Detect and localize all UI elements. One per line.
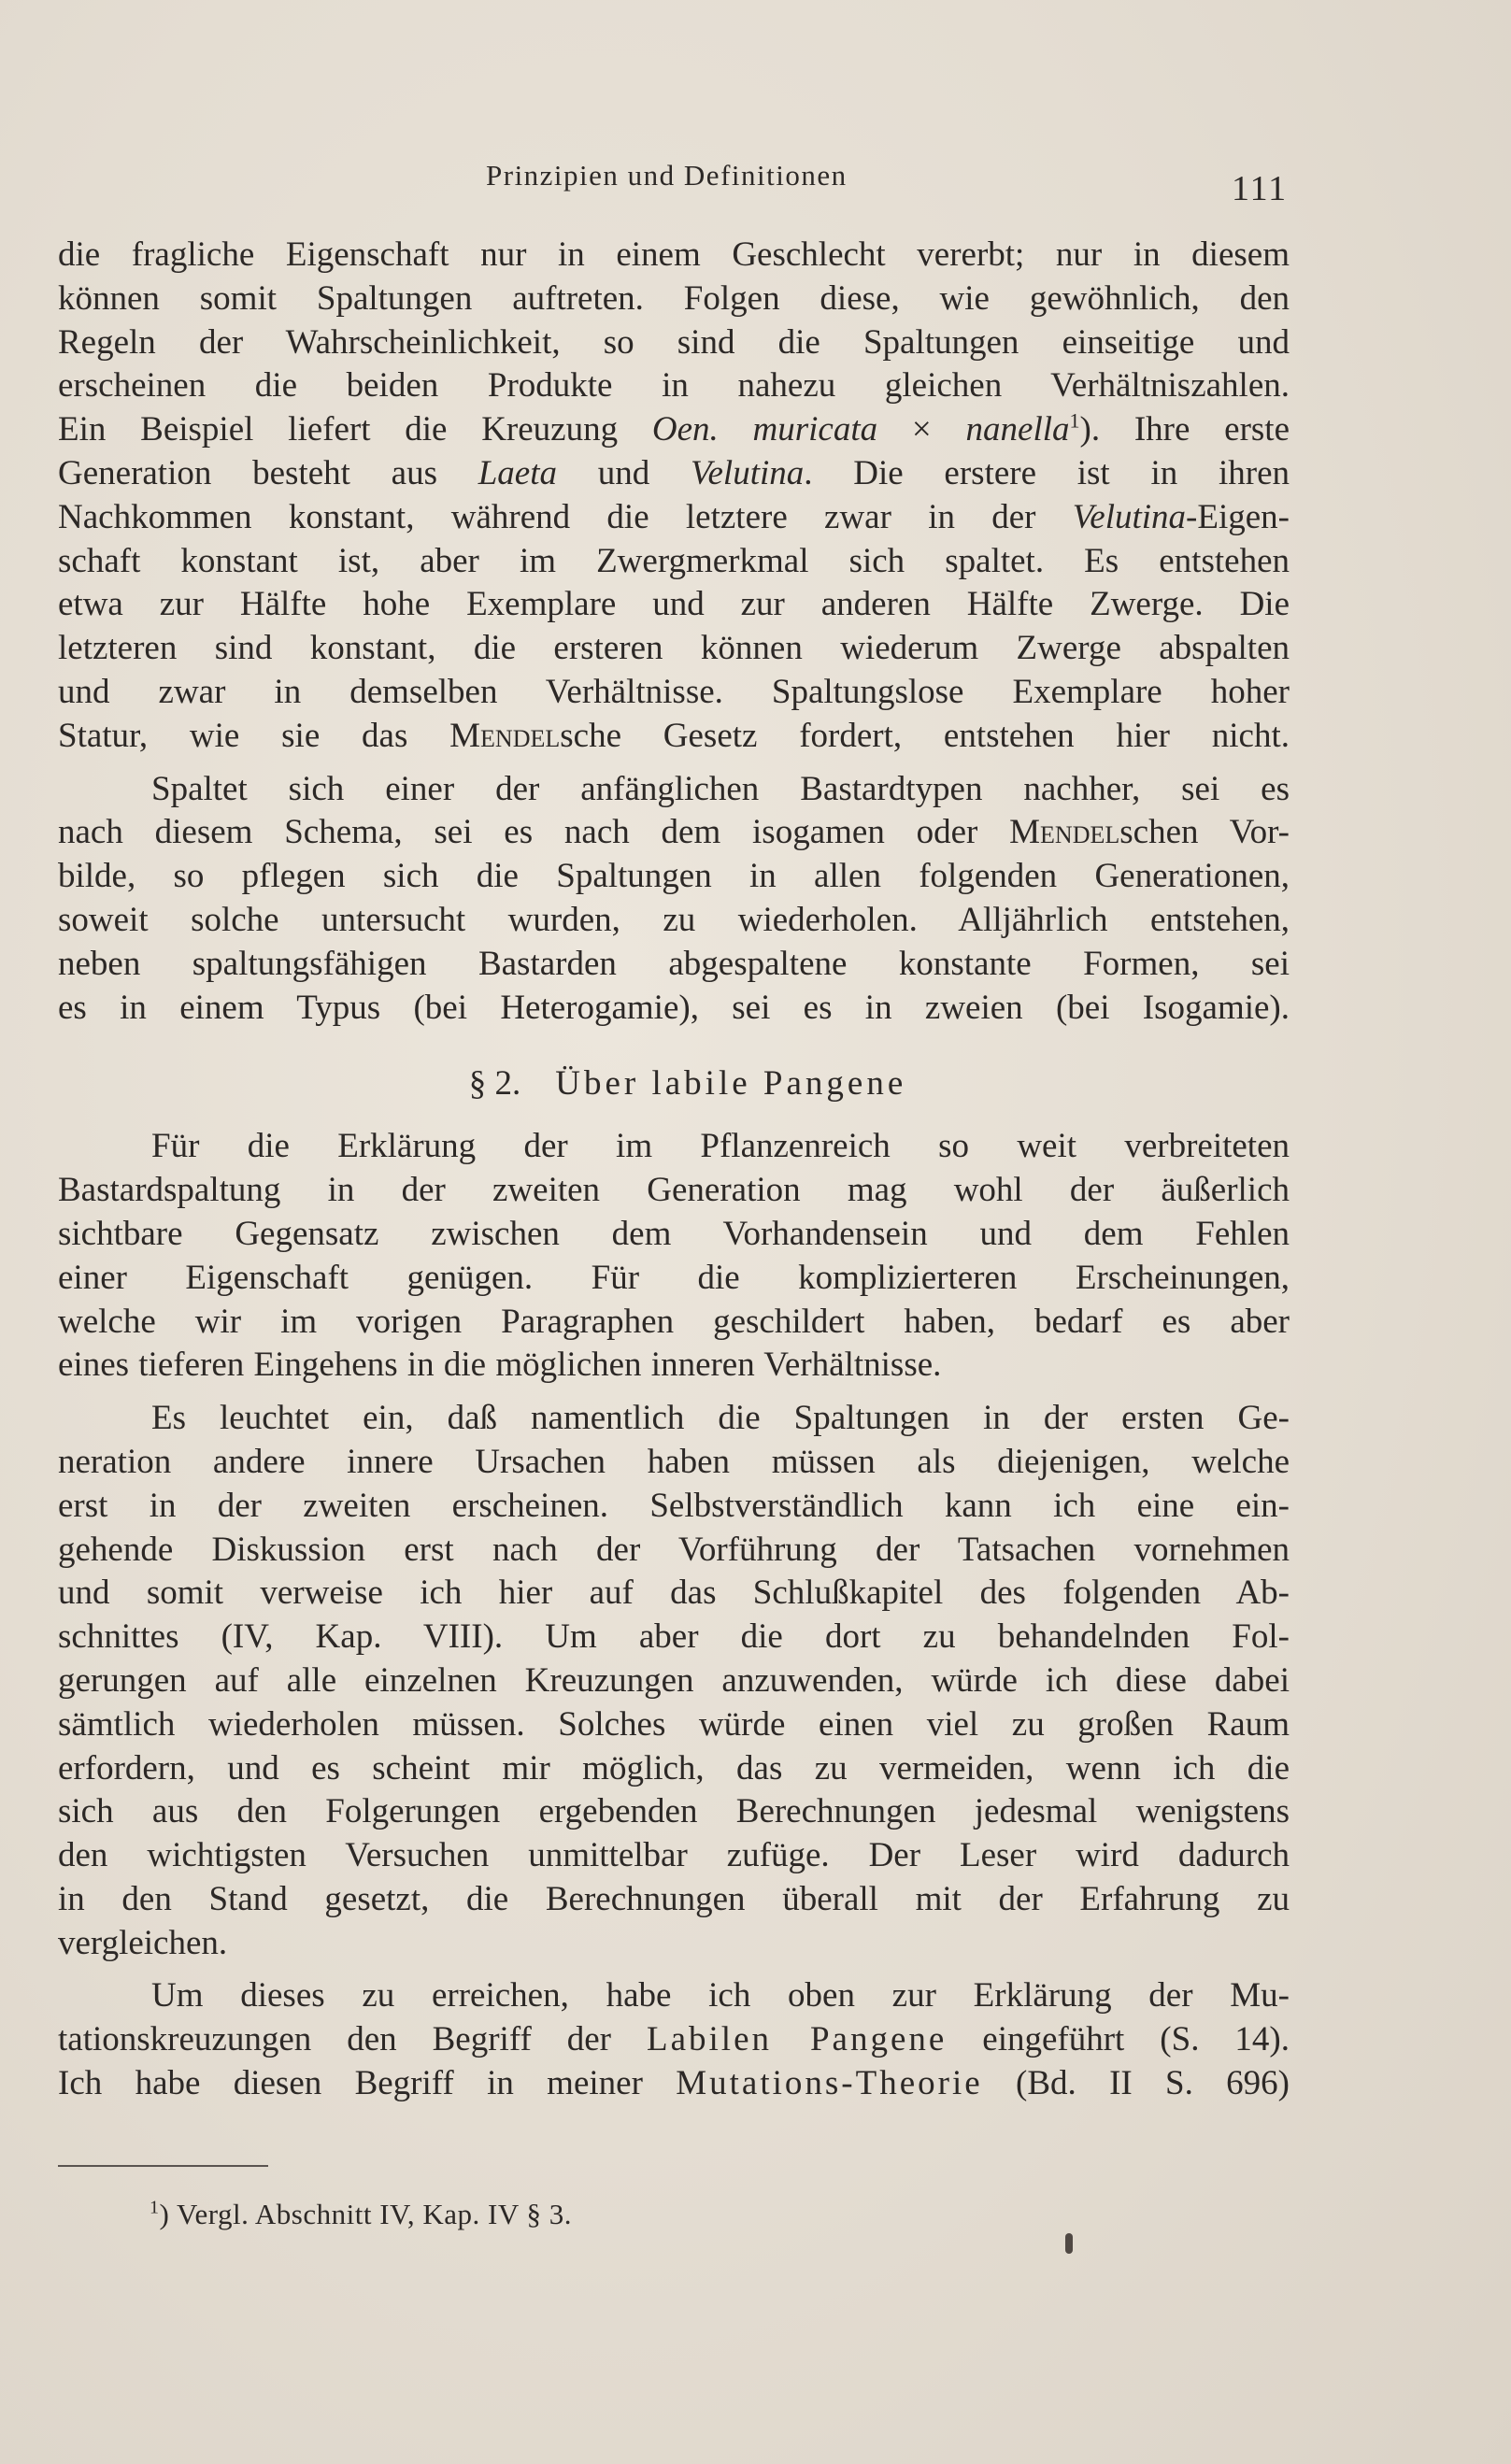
term-emphasis: Labilen Pangene (646, 2020, 948, 2059)
book-title: Mutations-Theorie (676, 2064, 983, 2103)
species-name: Oen. muricata (651, 410, 878, 449)
text-line: welche wir im vorigen Paragraphen geschildert haben, bedarf es aber (58, 1302, 1290, 1341)
section-heading (58, 1061, 1290, 1106)
text-line: gehende Diskussion erst nach der Vorführung der Tatsachen vornehmen (58, 1530, 1290, 1569)
text-line: Um dieses zu erreichen, habe ich oben zur Erklärung der Mu- (151, 1976, 1290, 2015)
text-span: Generation besteht aus (58, 453, 478, 492)
running-title: Prinzipien und Definitionen (486, 159, 848, 192)
text-span: und (557, 453, 691, 492)
text-line: soweit solche untersucht wurden, zu wiederholen. Alljährlich entstehen, (58, 900, 1290, 939)
text-span: . Die erstere ist in ihren (804, 453, 1290, 492)
body-text (58, 234, 1290, 2106)
text-line: schaft konstant ist, aber im Zwergmerkmal sich spaltet. Es entstehen (58, 541, 1290, 580)
text-line: etwa zur Hälfte hohe Exemplare und zur anderen Hälfte Zwerge. Die (58, 585, 1290, 624)
paragraph-2 (58, 768, 1290, 1031)
text-line: erscheinen die beiden Produkte in nahezu gleichen Verhältniszahlen. (58, 366, 1290, 406)
text-span: Statur, wie sie das (58, 716, 450, 755)
text-line: schnittes (IV, Kap. VIII). Um aber die dort zu behandelnden Fol- (58, 1617, 1290, 1657)
footnote-divider (58, 2165, 268, 2167)
text-line: können somit Spaltungen auftreten. Folgen diese, wie gewöhnlich, den (58, 278, 1290, 318)
text-line (58, 452, 1290, 496)
text-span: Ich habe diesen Begriff in meiner (58, 2064, 677, 2103)
text-span: sche Gesetz fordert, entstehen hier nicht. (560, 716, 1290, 755)
text-line: sichtbare Gegensatz zwischen dem Vorhandensein und dem Fehlen (58, 1214, 1290, 1253)
text-span: eingeführt (S. 14). (947, 2020, 1290, 2059)
text-line: in den Stand gesetzt, die Berechnungen überall mit der Erfahrung zu (58, 1879, 1290, 1918)
text-span: ). Ihre erste (1079, 410, 1290, 449)
text-line: und zwar in demselben Verhältnisse. Spaltungslose Exemplare hoher (58, 672, 1290, 711)
text-line: vergleichen. (58, 1923, 228, 1962)
paragraph-3 (58, 1125, 1290, 1388)
text-span: -Eigen- (1186, 497, 1290, 536)
text-line: Regeln der Wahrscheinlichkeit, so sind die Spaltungen einseitige und (58, 322, 1290, 362)
text-line: und somit verweise ich hier auf das Schlußkapitel des folgenden Ab- (58, 1574, 1290, 1613)
footnote (150, 2198, 572, 2231)
text-line: neben spaltungsfähigen Bastarden abgespaltene konstante Formen, sei (58, 944, 1290, 983)
text-span: nach diesem Schema, sei es nach dem isogamen oder (58, 813, 1010, 852)
text-line (58, 811, 1290, 855)
ink-blot (1065, 2233, 1073, 2254)
text-line: erfordern, und es scheint mir möglich, das zu vermeiden, wenn ich die (58, 1748, 1290, 1787)
text-line: Für die Erklärung der im Pflanzenreich so weit verbreiteten (151, 1127, 1290, 1166)
text-span: Ein Beispiel liefert die Kreuzung (58, 410, 652, 449)
text-line: letzteren sind konstant, die ersteren können wiederum Zwerge abspalten (58, 629, 1290, 668)
text-span: Nachkommen konstant, während die letztere zwar in der (58, 497, 1073, 536)
species-name: nanella (965, 410, 1070, 449)
text-line: den wichtigsten Versuchen unmittelbar zufüge. Der Leser wird dadurch (58, 1836, 1290, 1875)
footnote-text: ) Vergl. Abschnitt IV, Kap. IV § 3. (159, 2198, 572, 2230)
text-span: schen Vor- (1119, 813, 1290, 852)
text-line: erst in der zweiten erscheinen. Selbstverständlich kann ich eine ein- (58, 1486, 1290, 1525)
text-span: tationskreuzungen den Begriff der (58, 2020, 647, 2059)
text-line: einer Eigenschaft genügen. Für die komplizierteren Erscheinungen, (58, 1258, 1290, 1297)
text-line (58, 2062, 1290, 2106)
page-number: 111 (1232, 169, 1289, 208)
paragraph-1 (58, 234, 1290, 759)
text-line: eines tieferen Eingehens in die möglichen inneren Verhältnisse. (58, 1346, 942, 1385)
author-name: Mendel (1009, 813, 1120, 852)
text-line: sämtlich wiederholen müssen. Solches würde einen viel zu großen Raum (58, 1704, 1290, 1744)
text-line: es in einem Typus (bei Heterogamie), sei es in zweien (bei Isogamie). (58, 988, 1290, 1027)
text-line: Es leuchtet ein, daß namentlich die Spaltungen in der ersten Ge- (151, 1399, 1290, 1438)
text-line: Bastardspaltung in der zweiten Generation mag wohl der äußerlich (58, 1171, 1290, 1210)
text-line (58, 408, 1290, 452)
form-name: Laeta (478, 453, 558, 492)
text-line (58, 2018, 1290, 2062)
text-line: gerungen auf alle einzelnen Kreuzungen anzuwenden, würde ich diese dabei (58, 1660, 1290, 1700)
text-line: Spaltet sich einer der anfänglichen Bastardtypen nachher, sei es (151, 769, 1290, 808)
footnote-marker: 1 (150, 2197, 160, 2218)
text-line (58, 715, 1290, 759)
text-line (58, 496, 1290, 540)
author-name: Mendel (449, 716, 561, 755)
paragraph-5 (58, 1974, 1290, 2105)
text-span: (Bd. II S. 696) (982, 2064, 1290, 2103)
text-line: die fragliche Eigenschaft nur in einem Geschlecht vererbt; nur in diesem (58, 235, 1290, 274)
footnote-ref[interactable]: 1 (1069, 408, 1080, 433)
text-line: bilde, so pflegen sich die Spaltungen in allen folgenden Generationen, (58, 857, 1290, 896)
form-name: Velutina (691, 453, 805, 492)
section-number: § 2. (468, 1064, 521, 1104)
text-line: neration andere innere Ursachen haben müssen als diejenigen, welche (58, 1442, 1290, 1481)
text-line: sich aus den Folgerungen ergebenden Berechnungen jedesmal wenigstens (58, 1792, 1290, 1831)
section-title: Über labile Pangene (555, 1064, 907, 1104)
paragraph-4 (58, 1397, 1290, 1965)
form-name: Velutina (1072, 497, 1187, 536)
cross-symbol: × (877, 410, 966, 449)
